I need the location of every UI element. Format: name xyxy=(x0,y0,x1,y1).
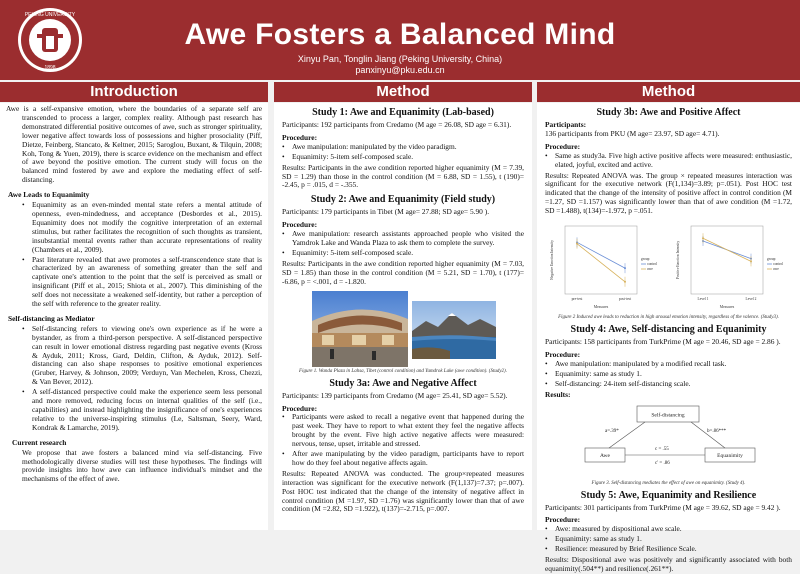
study3a-results: Results: Repeated ANOVA was conducted. The group×repeated measures interaction was significant for the executive network (F(1,137)=7.37; p=.007). Post HOC test indicated that the change of the intensity of negative affect in control condition (M =1.97, SD =1.76) was significantly lower than that of awe condition (M =2.82, SD =1.922), t(137)=-2.715, p=.007. xyxy=(282,468,524,514)
study1-results: Results: Participants in the awe condition reported higher equanimity (M = 7.39, SD = 1.29) than those in the control condition (M = 6.88, SD = 1.55), t (190)= -2.45, p = .015, d = -.355. xyxy=(282,162,524,190)
section-header-introduction: Introduction xyxy=(0,82,268,102)
study3b-title: Study 3b: Awe and Positive Affect xyxy=(596,107,741,118)
bullet-list-equanimity xyxy=(22,201,262,309)
study2-title: Study 2: Awe and Equanimity (Field study) xyxy=(310,194,496,206)
study5-procedure-list xyxy=(545,525,792,554)
study4-participants: Participants: 158 participants from TurkPrime (M age = 20.46, SD age = 2.86 ). xyxy=(545,337,781,347)
path-a-coefficient: a=.39* xyxy=(605,428,619,434)
study1-procedure-label: Procedure: xyxy=(282,132,318,142)
mediation-diagram xyxy=(545,402,792,480)
poster-header xyxy=(0,0,800,80)
list-item: • Awe manipulation: manipulated by the video paradigm. xyxy=(282,143,524,152)
data-point-awe xyxy=(624,281,626,283)
study5-procedure-label: Procedure: xyxy=(545,515,581,525)
intro-paragraph: Awe is a self-expansive emotion, where the boundaries of a separate self are transcended to process a larger, complex reality. Although past research has demonstrated differential positive outcomes of awe, such as stronger spirituality, lower negative affect towards loss of possessions and higher prosociality (Piff, Dietze, Feinberg, Stancato, & Keltner, 2015; Saroglou, Buxant, & Tilquin, 2008; Koh, Tong & Yuen, 2019), there is scarce evidence on the mechanism and effect of awe beyond the positive emotion. The current study will focus on the balanced mind fostered by awe and explore the mediating effect of self-distancing. xyxy=(6,104,262,185)
list-item: • Equanimity: 5-item self-composed scale. xyxy=(282,249,524,258)
figure2-caption: Figure 2 Induced awe leads to reduction in high arousal emotion intensity, regardless of the valence. (Study3). xyxy=(558,315,779,321)
x-axis-label: Measures xyxy=(593,305,609,310)
mediator-label: Self-distancing xyxy=(651,412,685,418)
section-header-method-2: Method xyxy=(537,82,800,102)
x-tick-label: Level 2 xyxy=(745,297,757,302)
list-item: • Awe manipulation: research assistants approached people who visited the Yamdrok Lake and Wanda Plaza to ask them to complete the survey. xyxy=(282,230,524,248)
study3b-participants-label: Participants: xyxy=(545,120,587,129)
path-b-coefficient: b=.86*** xyxy=(707,428,727,434)
list-item: • Self-distancing refers to viewing one's own experience as if he were a bystander, as from a third-person perspective. A self-distanced perspective can result in lower emotional distress regarding past negative events (Kross & Ayduk, 2011; Kross, Gard, Deldin, Clifton, & Ayduk, 2012). Self-distancing can also shape responses to positive emotional experiences (Gruber, Harvey, & Johnson, 2009; Verduyn, Van Mechelen, Kross, Chezzi, & Van Bever, 2012). xyxy=(22,325,262,387)
introduction-column xyxy=(0,103,268,530)
study3b-procedure-label: Procedure: xyxy=(545,141,581,151)
method-column-2 xyxy=(537,103,800,573)
study3a-procedure-list xyxy=(282,413,524,467)
method-column-1 xyxy=(274,103,532,530)
list-item: • Equanimity: same as study 1. xyxy=(545,370,792,379)
section-header-method-1: Method xyxy=(274,82,532,102)
study3b-procedure-list xyxy=(545,152,792,170)
study4-procedure-label: Procedure: xyxy=(545,349,581,359)
y-axis-label: Negative Emotion Intensity xyxy=(550,240,554,280)
wanda-plaza-photo xyxy=(312,291,408,367)
authors: Xinyu Pan, Tonglin Jiang (Peking University, China) xyxy=(297,54,503,64)
author-block xyxy=(0,54,800,76)
study2-photos xyxy=(282,291,524,367)
legend-control: control xyxy=(773,262,784,267)
heading-self-distancing: Self-distancing as Mediator xyxy=(8,313,95,323)
study4-procedure-list xyxy=(545,360,792,389)
yamdrok-lake-photo xyxy=(412,301,496,359)
list-item: • Same as study3a. Five high active positive affects were measured: enthusiastic, elated, joyful, excited and active. xyxy=(545,152,792,170)
list-item: • A self-distanced perspective could make the experience seem less personal and more removed, reducing focus on internal qualities of the self (i.e., capabilities) and instead highlighting the insignificance of one's experiences relative to the universe-inspiring stimulus (Le, Saltsman, Seery, Ward, Kondrak & Lamarche, 2019). xyxy=(22,388,262,433)
list-item: • Participants were asked to recall a negative event that happened during the past week. They have to report to what extent they feel the negative affects brought by the event. Five high active negative affects were measured: nervous, tense, upset, irritable and stressed. xyxy=(282,413,524,449)
current-research-paragraph: We propose that awe fosters a balanced mind via self-distancing. Five methodologically diverse studies will test these hypotheses. The findings will provide insights into how awe can influence individual's mindset and the mechanisms of the effect of awe. xyxy=(22,447,262,484)
x-tick-label: Level 1 xyxy=(697,297,709,302)
legend-control: control xyxy=(647,262,658,267)
study2-procedure-label: Procedure: xyxy=(282,220,318,230)
study4-title: Study 4: Awe, Self-distancing and Equanimity xyxy=(570,324,767,336)
legend-awe: awe xyxy=(647,267,653,272)
list-item: • Resilience: measured by Brief Resilience Scale. xyxy=(545,545,792,554)
data-point-awe xyxy=(576,243,578,245)
study5-title: Study 5: Awe, Equanimity and Resilience xyxy=(580,489,757,501)
study3a-title: Study 3a: Awe and Negative Affect xyxy=(329,377,477,389)
mediation-diagram-svg xyxy=(545,402,792,480)
study3-charts xyxy=(545,220,792,314)
study3a-participants: Participants: 139 participants from Credamo (M age= 25.41, SD age= 5.52). xyxy=(282,390,508,400)
legend-title: group xyxy=(641,257,650,262)
data-point-control xyxy=(624,267,626,269)
list-item: • After awe manipulating by the video paradigm, participants have to report how do they feel about negative affects again. xyxy=(282,450,524,468)
logo-year: 1898 xyxy=(44,65,56,71)
data-point-awe xyxy=(750,260,752,262)
figure1-caption: Figure 1. Wanda Plaza in Lahsa, Tibet (control condition) and Yamdrok Lake (awe condition). (Study2). xyxy=(299,368,507,374)
study3a-procedure-label: Procedure: xyxy=(282,403,318,413)
list-item: • Equanimity: 5-item self-composed scale. xyxy=(282,153,524,162)
list-item: • Self-distancing: 24-item self-distancing scale. xyxy=(545,380,792,389)
study2-results: Results: Participants in the awe condition reported higher equanimity (M = 7.03, SD = 1.85) than those in the control condition (M = 5.21, SD = 1.70), t (177)= -6.86, p = <.001, d = -1.820. xyxy=(282,258,524,286)
study5-participants: Participants: 301 participants from TurkPrime (M age = 39.62, SD age = 9.42 ). xyxy=(545,502,781,512)
outcome-label: Equanimity xyxy=(717,452,743,459)
email: panxinyu@pku.edu.cn xyxy=(355,65,445,75)
study2-participants: Participants: 179 participants in Tibet (M age= 27.88; SD age= 5.90 ). xyxy=(282,207,490,217)
predictor-label: Awe xyxy=(600,452,610,459)
study3b-results: Results: Repeated ANOVA was. The group × repeated measures interaction was significant for the executive network (F(1,134)=3.89; p=.051). Post HOC test indicated that the change of the intensity of positive affect in control condition (M =1.27, SD =1.157) was significantly lower than that of awe condition (M =1.72, SD =1.488), t(134)=-1.972, p =.051. xyxy=(545,170,792,216)
logo-text: PEKING UNIVERSITY xyxy=(24,12,76,18)
study1-participants: Participants: 192 participants from Credamo (M age = 26.08, SD age = 6.31). xyxy=(282,120,512,129)
study1-procedure-list xyxy=(282,143,524,162)
study2-procedure-list xyxy=(282,230,524,258)
heading-current-research: Current research xyxy=(12,437,67,447)
path-c-prime-coefficient: c' = .86 xyxy=(655,460,670,466)
legend-awe: awe xyxy=(773,267,779,272)
list-item: • Awe: measured by dispositional awe scale. xyxy=(545,525,792,534)
list-item: • Equanimity: same as study 1. xyxy=(545,535,792,544)
x-tick-label: pre-test xyxy=(571,297,583,302)
list-item: • Equanimity as an even-minded mental state refers a mental attitude of openness, even-mindedness, and acceptance (Desbordes et al., 2015). Equanimity does not modify the cognitive interpretation of an external stimulus, but rather facilitates the recognition of such thoughts as transient, insubstantial mental events rather than accurate representations of reality (Chambers et al., 2009). xyxy=(22,201,262,254)
negative-affect-chart xyxy=(547,220,665,314)
data-point-awe xyxy=(702,237,704,239)
list-item: • Past literature revealed that awe promotes a self-transcendence state that is characterized by an awareness of something greater than the self and captivate one's attention to the point that the self is perceived as small or insignificant (Piff et al., 2015; Shiota et al., 2007). This diminishing of the self does not necessitate a weakened self-identity, but rather a perception of the self with reference to the greater reality. xyxy=(22,256,262,309)
heading-awe-equanimity: Awe Leads to Equanimity xyxy=(8,190,90,200)
y-axis-label: Positive Emotion Intensity xyxy=(676,240,680,280)
poster-title: Awe Fosters a Balanced Mind xyxy=(184,18,616,51)
plot-area xyxy=(565,226,637,294)
study5-results: Results: Dispositional awe was positively and significantly associated with both equanimity(.504**) and resilience(.261**). xyxy=(545,555,792,573)
bullet-list-self-distancing xyxy=(22,325,262,433)
study4-results-label: Results: xyxy=(545,389,571,399)
list-item: • Awe manipulation: manipulated by a modified recall task. xyxy=(545,360,792,369)
plot-area xyxy=(691,226,763,294)
legend-title: group xyxy=(767,257,776,262)
path-c-coefficient: c = .55 xyxy=(655,446,669,452)
study1-title: Study 1: Awe and Equanimity (Lab-based) xyxy=(312,107,494,118)
positive-affect-chart xyxy=(673,220,791,314)
study3b-participants: 136 participants from PKU (M age= 23.97, SD age= 4.71). xyxy=(545,128,720,138)
x-axis-label: Measures xyxy=(719,305,735,310)
x-tick-label: post-test xyxy=(618,297,632,302)
figure3-caption: Figure 3. Self-distancing mediates the effect of awe on equanimity. (Study 4). xyxy=(591,480,746,486)
